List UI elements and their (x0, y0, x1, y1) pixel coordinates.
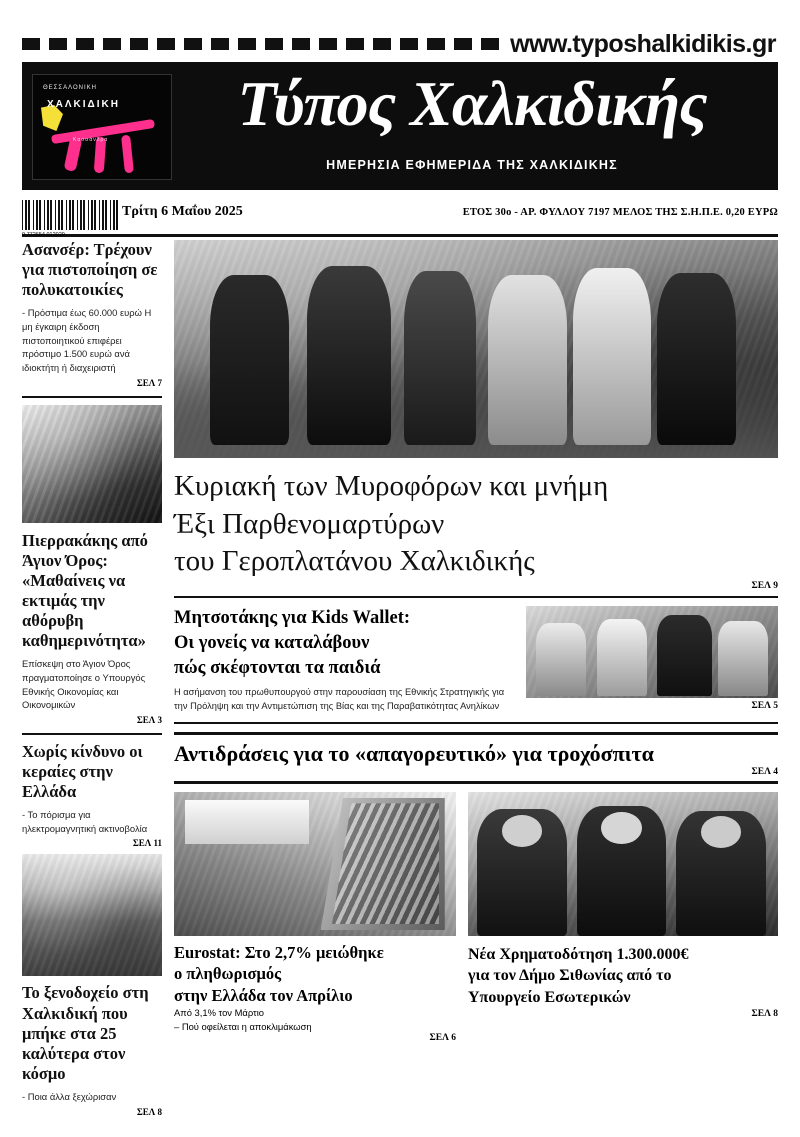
photo-kids-wallet-event (526, 606, 778, 698)
lead-article[interactable] (174, 468, 778, 591)
page-reference: ΣΕΛ 11 (132, 838, 162, 849)
lead-headline-line2: Έξι Παρθενομαρτύρων (174, 507, 445, 540)
barcode (22, 200, 118, 230)
kids-headline-line2: Οι γονείς να καταλάβουν (174, 633, 370, 654)
eurostat-headline-line3: στην Ελλάδα τον Απρίλιο (174, 985, 353, 1005)
eurostat-article[interactable] (174, 792, 456, 1044)
left-article-antennas[interactable] (22, 742, 162, 849)
article-headline: Ασανσέρ: Τρέχουν για πιστοποίηση σε πολυκατοικίες (22, 240, 158, 300)
kids-wallet-article[interactable] (174, 596, 778, 724)
left-column (22, 240, 162, 1117)
photo-monastery (22, 405, 162, 523)
funding-headline-line3: Υπουργείο Εσωτερικών (468, 989, 631, 1007)
article-body: - Πρόστιμα έως 60.000 ευρώ Η μη έγκαιρη έκδοση πιστοποιητικού επιφέρει πρόστιμο 1.500 ευρώ ανά ιδιοκτήτη ή διαχειριστή (22, 307, 152, 373)
map-label-chalkidiki: ΧΑΛΚΙΔΙΚΗ (47, 99, 120, 110)
page-reference: ΣΕΛ 7 (136, 377, 162, 388)
issue-info: ΕΤΟΣ 30ο - ΑΡ. ΦΥΛΛΟΥ 7197 ΜΕΛΟΣ ΤΗΣ Σ.Η.Π.Ε. 0,20 ΕΥΡΩ (462, 207, 778, 218)
page-reference: ΣΕΛ 4 (751, 766, 778, 777)
newspaper-title: Τύπος Χαλκιδικής (237, 68, 707, 139)
left-article-pierrakakis[interactable] (22, 531, 162, 725)
eurostat-body-line2: – Πού οφείλεται η αποκλιμάκωση (174, 1020, 312, 1032)
page-reference: ΣΕΛ 5 (751, 701, 778, 712)
divider (22, 396, 162, 398)
article-headline: Πιερρακάκης από Άγιον Όρος: «Μαθαίνεις να εκτιμάς την αθόρυβη καθημερινότητα» (22, 530, 148, 651)
funding-headline-line1: Νέα Χρηματοδότηση 1.300.000€ (468, 945, 689, 963)
photo-hotel-coast (22, 854, 162, 976)
photo-three-officials (468, 792, 778, 936)
chalkidiki-map-logo (32, 74, 172, 180)
map-label-kassandra: Κασσάνδρα (73, 137, 109, 143)
masthead (0, 0, 800, 200)
publication-date: Τρίτη 6 Μαΐου 2025 (122, 204, 243, 219)
article-headline: Το ξενοδοχείο στη Χαλκιδική που μπήκε στα 25 καλύτερα στον κόσμο (22, 983, 149, 1083)
kids-headline-line1: Μητσοτάκης για Kids Wallet: (174, 608, 411, 629)
page-reference: ΣΕΛ 8 (751, 1008, 778, 1019)
website-url[interactable]: www.typoshalkidikis.gr (510, 30, 776, 58)
divider (22, 733, 162, 735)
left-article-hotel[interactable] (22, 983, 162, 1116)
page-reference: ΣΕΛ 8 (136, 1106, 162, 1117)
left-article-elevators[interactable] (22, 240, 162, 388)
main-content (174, 240, 778, 1043)
article-body: Επίσκεψη στο Άγιον Όρος πραγματοποίησε ο Υπουργός Εθνικής Οικονομίας και Οικονομικών (22, 658, 146, 711)
lead-headline-line3: του Γεροπλατάνου Χαλκιδικής (174, 545, 535, 578)
map-label-thessaloniki: ΘΕΣΣΑΛΟΝΙΚΗ (43, 85, 97, 91)
photo-liturgy-procession (174, 240, 778, 458)
dashed-rule (22, 38, 502, 50)
banner-headline: Αντιδράσεις για το «απαγορευτικό» για τροχόσπιτα (174, 740, 654, 766)
lead-headline-line1: Κυριακή των Μυροφόρων και μνήμη (174, 470, 609, 502)
article-body: - Ποια άλλα ξεχώρισαν (22, 1091, 117, 1102)
page-reference: ΣΕΛ 9 (751, 581, 778, 592)
funding-headline-line2: για τον Δήμο Σιθωνίας από το (468, 967, 672, 985)
date-bar (22, 198, 778, 237)
photo-supermarket-escalator (174, 792, 456, 936)
eurostat-headline-line2: ο πληθωρισμός (174, 964, 282, 984)
article-headline: Χωρίς κίνδυνο οι κεραίες στην Ελλάδα (22, 741, 143, 801)
newspaper-subtitle: ΗΜΕΡΗΣΙΑ ΕΦΗΜΕΡΙΔΑ ΤΗΣ ΧΑΛΚΙΔΙΚΗΣ (326, 158, 618, 172)
funding-article[interactable] (468, 792, 778, 1044)
kids-headline-line3: πώς σκέφτονται τα παιδιά (174, 658, 381, 678)
eurostat-headline-line1: Eurostat: Στο 2,7% μειώθηκε (174, 942, 384, 962)
page-reference: ΣΕΛ 3 (136, 714, 162, 725)
page-reference: ΣΕΛ 6 (429, 1033, 456, 1044)
eurostat-body-line1: Από 3,1% τον Μάρτιο (174, 1007, 265, 1019)
article-body: - Το πόρισμα για ηλεκτρομαγνητική ακτινοβολία (22, 809, 148, 834)
kids-body: Η ασήμανση του πρωθυπουργού στην παρουσίαση της Εθνικής Στρατηγικής για την Πρόληψη και την Αντιμετώπιση της Βίας και της Παραβατικότητας Ανηλίκων (174, 686, 505, 711)
banner-article-trailers[interactable] (174, 732, 778, 784)
barcode-number: 9 772654 012029 (22, 232, 65, 238)
